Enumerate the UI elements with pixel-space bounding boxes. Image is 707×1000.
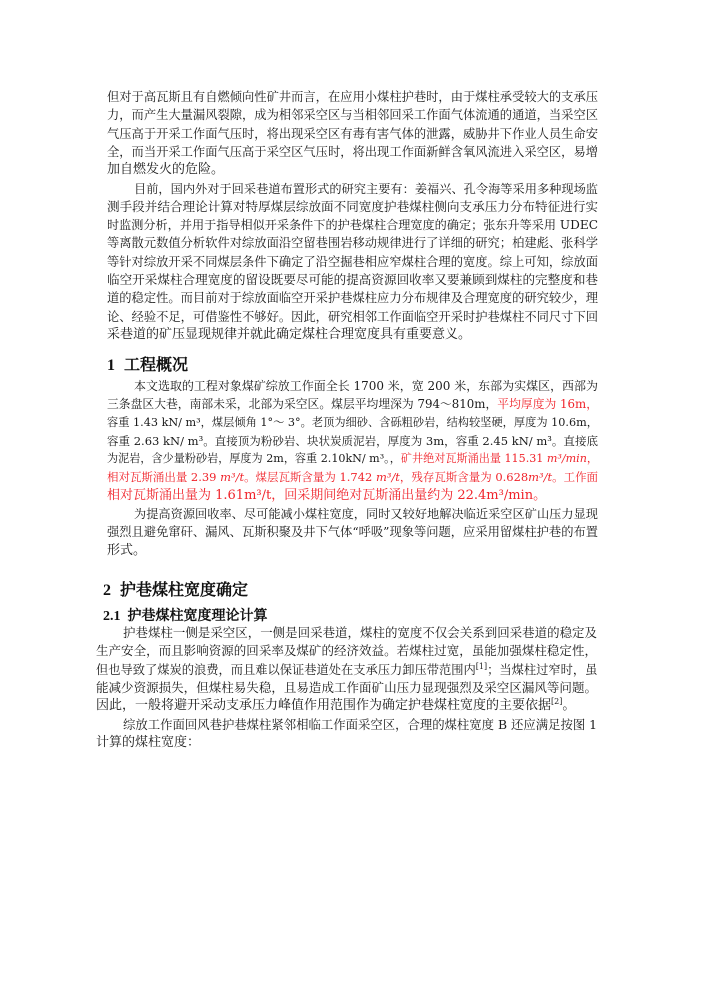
citation-ref[interactable]: [2]: [551, 697, 563, 707]
highlight-text: 矿井绝对瓦斯涌出量 115.31: [400, 452, 547, 466]
text-line: 综放工作面回风巷护巷煤柱紧邻相临工作面采空区，合理的煤柱宽度 B 还应满足按图 1: [123, 717, 597, 732]
text-line: 强烈且避免窜矸、漏风、瓦斯积聚及井下气体“呼吸”现象等问题，应采用留煤柱护巷的布置: [107, 525, 598, 540]
highlight-text: ，残存瓦斯含量为 0.628: [399, 470, 529, 485]
section-number: 2: [103, 582, 111, 599]
text-line: 力，而产生大量漏风裂隙，成为相邻采空区与当相邻回采工作面气体流通的通道，当采空区: [107, 108, 598, 123]
citation-ref[interactable]: [1]: [475, 661, 488, 671]
text-line: 道的稳定性。而目前对于综放面临空开采护巷煤柱应力分布规律及合理宽度的研究较少，理: [107, 291, 598, 306]
text-line: 采巷道的矿压显现规律并就此确定煤柱合理宽度具有重要意义。: [107, 326, 472, 342]
text-line: 本文选取的工程对象煤矿综放工作面全长 1700 米，宽 200 米，东部为实煤区，西部为: [134, 379, 598, 393]
text-line: 时监测分析，并用于指导相似开采条件下的护巷煤柱合理宽度的确定；张东升等采用 UDEC: [107, 218, 598, 233]
text-line: 护巷煤柱一侧是采空区，一侧是回采巷道，煤柱的宽度不仅会关系到回采巷道的稳定及: [123, 625, 597, 640]
intro-paragraph-2: [107, 180, 598, 345]
highlight-text: 。工作面: [552, 470, 598, 485]
highlight-text: 。煤层瓦斯含量为 1.742: [244, 470, 376, 485]
text-line: 但对于高瓦斯且有自燃倾向性矿井而言，在应用小煤柱护巷时，由于煤柱承受较大的支承压: [107, 90, 598, 104]
subsection-2-1-heading: [103, 605, 268, 625]
text-span: 为泥岩，含少量粉砂岩，厚度为 2m，容重 2.10kN/ m³。，: [107, 452, 401, 466]
section-1-paragraph-2: [107, 505, 598, 560]
text-line: [107, 450, 598, 468]
subsection-2-1-paragraph-1: [96, 624, 597, 715]
text-span: 但也导致了煤炭的浪费，而且难以保证巷道处在支承压力卸压带范围内: [96, 662, 476, 677]
highlight-text: 平均厚度为 16m，: [497, 397, 598, 412]
text-line: 气压高于开采工作面气压时，将出现采空区有毒有害气体的泄露，威胁井下作业人员生命安: [107, 126, 598, 141]
text-span: 因此，一般将避开采动支承压力峰值作用范围作为确定护巷煤柱宽度的主要依据: [96, 698, 552, 714]
text-span: 三条盘区大巷，南部未采，北部为采空区。煤层平均埋深为 794～810m，: [107, 397, 498, 412]
unit-text: m³/min: [546, 452, 587, 466]
text-span: ；当煤柱过窄时，虽: [487, 662, 597, 677]
text-line: 等针对综放开采不同煤层条件下确定了沿空掘巷相应窄煤柱合理的宽度。综上可知，综放面: [107, 254, 598, 269]
unit-text: m³/t: [528, 470, 553, 485]
section-title: 护巷煤柱宽度确定: [120, 580, 249, 599]
unit-text: m³/t: [375, 470, 400, 485]
text-line: 为提高资源回收率、尽可能减小煤柱宽度，同时又较好地解决临近采空区矿山压力显现: [134, 507, 598, 521]
text-line: 加自燃发火的危险。: [107, 162, 225, 178]
text-line: 计算的煤柱宽度：: [96, 734, 201, 750]
text-line: 全，而当开采工作面气压高于采空区气压时，将出现工作面新鲜含氧风流进入采空区，易增: [107, 144, 598, 159]
text-line: [96, 661, 597, 679]
text-line: [96, 697, 597, 715]
text-line: 生产安全，而且影响资源的回采率及煤矿的经济效益。若煤柱过宽，虽能加强煤柱稳定性，: [96, 643, 597, 659]
text-line: 测手段并结合理论计算对特厚煤层综放面不同宽度护巷煤柱侧向支承压力分布特征进行实: [107, 198, 598, 214]
highlight-text: ，: [586, 452, 598, 466]
subsection-number: 2.1: [103, 609, 121, 624]
section-2-heading: [103, 577, 248, 600]
section-1-paragraph-1: [107, 377, 598, 505]
text-line: 形式。: [107, 542, 147, 558]
section-title: 工程概况: [124, 355, 189, 374]
text-line: 等离散元数值分析软件对综放面沿空留巷围岩移动规律进行了详细的研究；柏建彪、张科学: [107, 236, 598, 251]
section-number: 1: [107, 357, 115, 374]
highlight-text: 相对瓦斯涌出量 2.39: [107, 470, 221, 485]
text-line: 能减少资源损失，但煤柱易失稳，且易造成工作面矿山压力显现强烈及采空区漏风等问题。: [96, 679, 597, 695]
text-line: 临空开采煤柱合理宽度的留设既要尽可能的提高资源回收率又要兼顾到煤柱的完整度和巷: [107, 271, 598, 287]
subsection-2-1-paragraph-2: [96, 716, 597, 753]
text-line: 相对瓦斯涌出量为 1.61m³/t，回采期间绝对瓦斯涌出量约为 22.4m³/min。: [107, 487, 547, 503]
text-line: 目前，国内外对于回采巷道布置形式的研究主要有：姜福兴、孔令海等采用多种现场监: [134, 181, 598, 196]
text-span: 。: [562, 698, 576, 714]
text-line: 容重 1.43 kN/ m³，煤层倾角 1°～ 3°。老顶为细砂、含砾粗砂岩，结构较坚硬，厚度为 10.6m，: [107, 415, 598, 429]
intro-paragraph-1: [107, 88, 598, 179]
section-1-heading: [107, 352, 188, 375]
text-line: 论、经验不足，可借鉴性不够好。因此，研究相邻工作面临空开采时护巷煤柱不同尺寸下回: [107, 309, 598, 324]
subsection-title: 护巷煤柱宽度理论计算: [127, 608, 268, 624]
text-line: 容重 2.63 kN/ m³。直接顶为粉砂岩、块状炭质泥岩，厚度为 3m，容重 2.45 kN/ m³。直接底: [107, 433, 598, 448]
text-line: [107, 468, 598, 486]
unit-text: m³/t: [220, 470, 245, 485]
text-line: [107, 395, 598, 413]
